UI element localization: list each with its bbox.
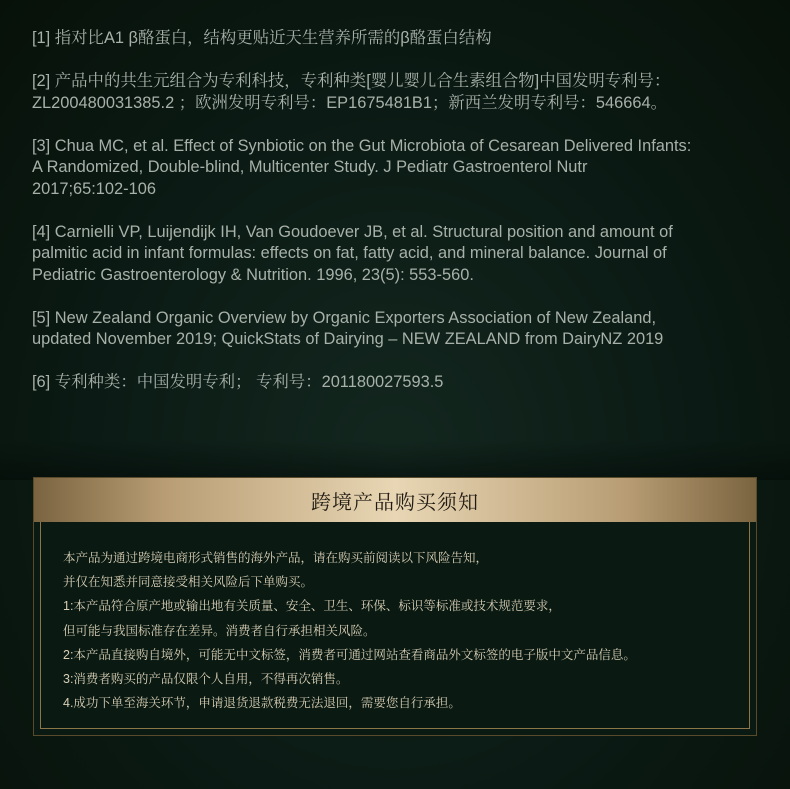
notice-header [34,478,756,522]
notice-body [40,522,750,729]
divider-shadow [0,440,790,480]
purchase-notice-panel [34,478,756,735]
notice-line-3: 3:消费者购买的产品仅限个人自用，不得再次销售。 [63,672,349,687]
reference-3: [3] Chua MC, et al. Effect of Synbiotic on the Gut Microbiota of Cesarean Delivered Infants: A Randomized, Double-blind, Multicenter Study. J Pediatr Gastroenterol Nutr 2017;65:102-106 [32,136,692,198]
references-section [32,28,758,415]
notice-line-1: 1:本产品符合原产地或输出地有关质量、安全、卫生、环保、标识等标准或技术规范要求， [63,599,561,614]
notice-text [63,546,737,715]
reference-2: [2] 产品中的共生元组合为专利科技，专利种类[婴儿婴儿合生素组合物]中国发明专利号： ZL200480031385.2 ；欧洲发明专利号：EP1675481B1；新西兰发明专利号：546664。 [32,72,671,112]
notice-title: 跨境产品购买须知 [311,491,479,514]
notice-line-intro-cont: 并仅在知悉并同意接受相关风险后下单购买。 [63,575,314,590]
notice-line-intro: 本产品为通过跨境电商形式销售的海外产品，请在购买前阅读以下风险告知， [63,551,489,565]
reference-1: [1] 指对比A1 β酪蛋白，结构更贴近天生营养所需的β酪蛋白结构 [32,29,492,47]
reference-5: [5] New Zealand Organic Overview by Organic Exporters Association of New Zealand, updated November 2019; QuickStats of Dairying – NEW ZEALAND from DairyNZ 2019 [32,308,664,348]
notice-line-2: 2:本产品直接购自境外，可能无中文标签，消费者可通过网站查看商品外文标签的电子版中文产品信息。 [63,647,636,662]
notice-line-1-cont: 但可能与我国标准存在差异。消费者自行承担相关风险。 [63,623,376,638]
reference-6: [6] 专利种类：中国发明专利； 专利号：201180027593.5 [32,373,444,391]
reference-4: [4] Carnielli VP, Luijendijk IH, Van Goudoever JB, et al. Structural position and amount of palmitic acid in infant formulas: effects on fat, fatty acid, and mineral balance. Journal of Pediatric Gastroenterology & Nutrition. 1996, 23(5): 553-560. [32,222,673,284]
notice-line-4: 4.成功下单至海关环节，申请退货退款税费无法退回，需要您自行承担。 [63,696,461,711]
